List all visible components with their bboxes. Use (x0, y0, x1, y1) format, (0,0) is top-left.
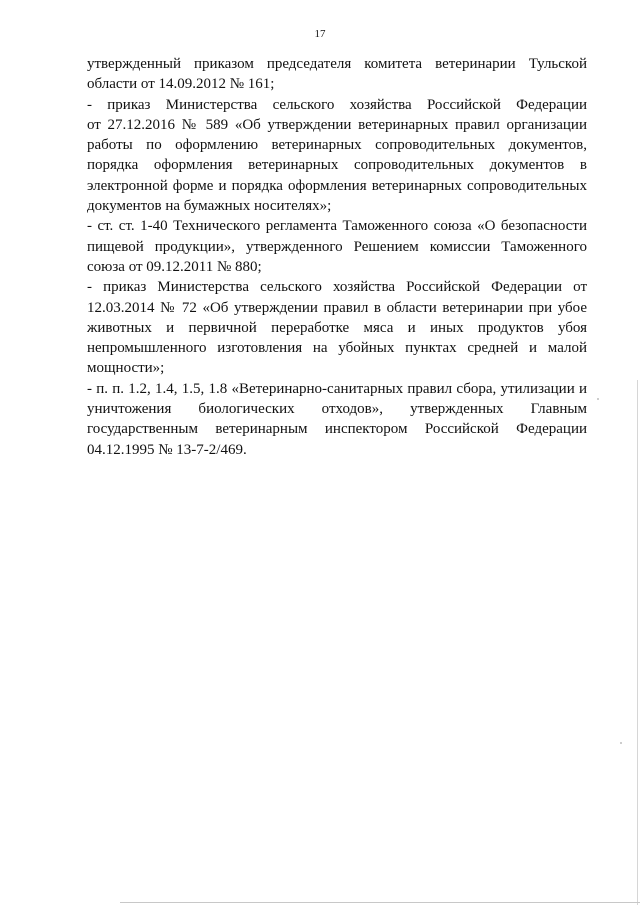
text-line: мощности»; (87, 360, 165, 377)
text-line: документов на бумажных носителях»; (87, 198, 332, 215)
scan-speck (620, 742, 622, 744)
text-line: утвержденный приказом председателя комитета ветеринарии Тульской (87, 56, 587, 72)
text-line: - приказ Министерства сельского хозяйства Российской Федерации (87, 96, 587, 113)
text-line: непромышленного изготовления на убойных пунктах средней и малой (87, 340, 587, 357)
text-line: государственным ветеринарным инспектором Российской Федерации (87, 421, 587, 438)
text-line: области от 14.09.2012 № 161; (87, 76, 275, 93)
text-line: работы по оформлению ветеринарных сопроводительных документов, (87, 137, 587, 154)
text-line: - п. п. 1.2, 1.4, 1.5, 1.8 «Ветеринарно-санитарных правил сбора, утилизации и (87, 380, 587, 397)
text-line: 04.12.1995 № 13-7-2/469. (87, 441, 247, 458)
text-line: порядка оформления ветеринарных сопроводительных документов в (87, 157, 587, 174)
text-line: пищевой продукции», утвержденного Решением комиссии Таможенного (87, 238, 587, 255)
text-line: - приказ Министерства сельского хозяйства Российской Федерации от (87, 279, 587, 296)
scan-speck (597, 398, 599, 400)
text-line: от 27.12.2016 № 589 «Об утверждении ветеринарных правил организации (87, 116, 587, 133)
page-number: 17 (314, 28, 326, 40)
scan-edge-right (637, 380, 638, 905)
scan-edge-bottom (120, 902, 640, 903)
text-line: уничтожения биологических отходов», утвержденных Главным (87, 401, 587, 418)
text-line: электронной форме и порядка оформления ветеринарных сопроводительных (87, 177, 587, 194)
text-line: союза от 09.12.2011 № 880; (87, 258, 262, 275)
text-line: 12.03.2014 № 72 «Об утверждении правил в области ветеринарии при убое (87, 299, 587, 316)
text-line: животных и первичной переработке мяса и иных продуктов убоя (87, 319, 587, 336)
document-body (87, 54, 587, 460)
text-line: - ст. ст. 1-40 Технического регламента Таможенного союза «О безопасности (87, 218, 587, 235)
